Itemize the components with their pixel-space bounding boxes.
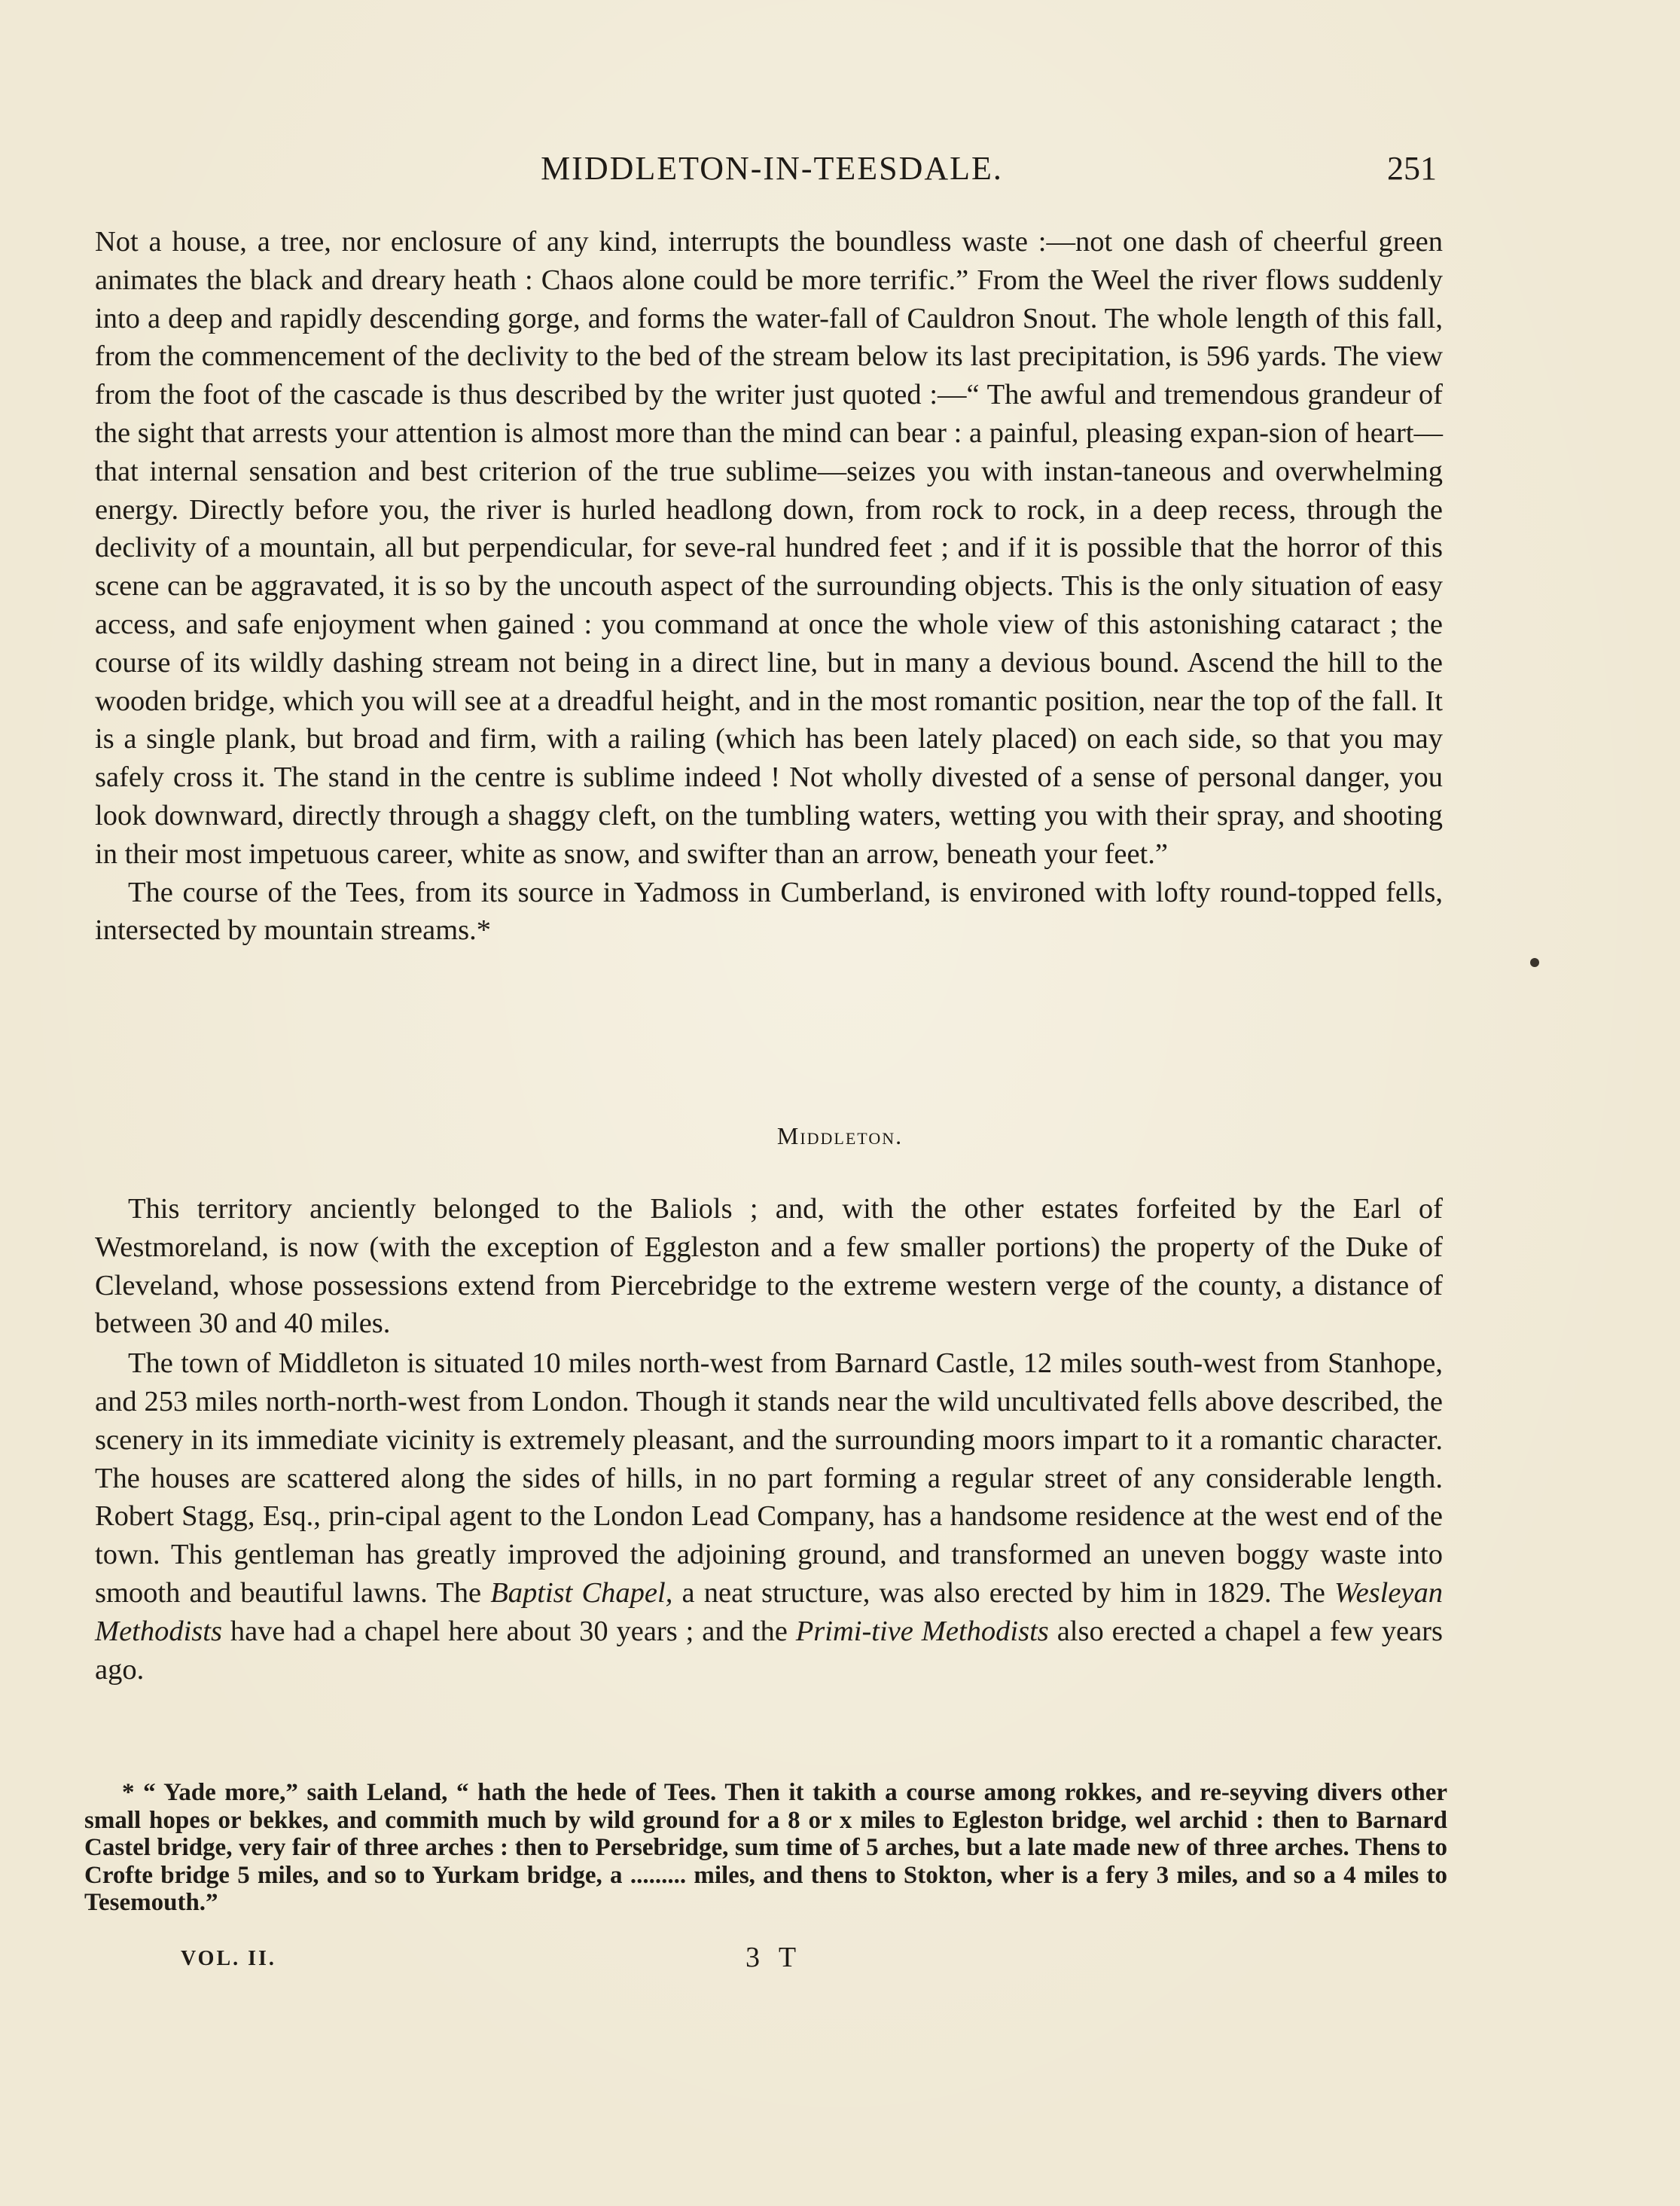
primitive-methodists-italic: Primi-tive Methodists (795, 1615, 1049, 1647)
town-text-part-4: also erected a chapel a few years ago. (95, 1615, 1443, 1686)
page-number: 251 (1387, 150, 1437, 187)
paragraph-town-of-middleton (95, 1344, 1443, 1689)
signature-mark: 3 T (745, 1942, 803, 1973)
baptist-chapel-italic: Baptist Chapel, (490, 1576, 673, 1609)
town-text-part-3: have had a chapel here about 30 years ; and the (221, 1615, 796, 1647)
section-heading-middleton: Middleton. (776, 1122, 904, 1149)
body-text-top (95, 223, 1443, 950)
ink-speck (1530, 958, 1539, 967)
running-head (0, 149, 1680, 194)
town-text-part-1: The town of Middleton is situated 10 miles north-west from Barnard Castle, 12 miles south-west from Stanhope, and 253 miles north-north-west from London. Though it stands near the wild uncultivated fells above described, the scenery in its immediate vicinity is extremely pleasant, and the surrounding moors impart to it a romantic character. The houses are scattered along the sides of hills, in no part forming a regular street of any considerable length. Robert Stagg, Esq., prin-cipal agent to the London Lead Company, has a handsome residence at the west end of the town. This gentleman has greatly improved the adjoining ground, and transformed an uneven boggy waste into smooth and beautiful lawns. The (95, 1347, 1443, 1609)
wesleyan-methodists-italic: Wesleyan Methodists (95, 1576, 1444, 1647)
paragraph-territory: This territory anciently belonged to the Baliols ; and, with the other estates forfeited by the Earl of Westmoreland, is now (with the exception of Eggleston and a few smaller portions) the property of the Duke of Cleveland, whose possessions extend from Piercebridge to the extreme western verge of the county, a distance of between 30 and 40 miles. (95, 1193, 1443, 1340)
footnote-leland: * “ Yade more,” saith Leland, “ hath the hede of Tees. Then it takith a course among rokkes, and re-seyving divers other small hopes or bekkes, and commith much by wild ground for a 8 or x miles to Egleston bridge, wel archid : then to Barnard Castel bridge, very fair of three arches : then to Persebridge, sum time of 5 arches, but a late made new of three arches. Thens to Crofte bridge 5 miles, and so to Yurkam bridge, a ......... miles, and thens to Stokton, wher is a fery 3 miles, and so a 4 miles to Tesemouth.” (84, 1779, 1447, 1917)
running-title: MIDDLETON-IN-TEESDALE. (541, 150, 1003, 187)
volume-label: VOL. II. (181, 1947, 276, 1970)
body-text-bottom (95, 1190, 1443, 1690)
paragraph-cauldron-snout: Not a house, a tree, nor enclosure of any kind, interrupts the boundless waste :—not one dash of cheerful green animates the black and dreary heath : Chaos alone could be more terrific.” From the Weel the river flows suddenly into a deep and rapidly descending gorge, and forms the water-fall of Cauldron Snout. The whole length of this fall, from the commencement of the declivity to the bed of the stream below its last precipitation, is 596 yards. The view from the foot of the cascade is thus described by the writer just quoted :—“ The awful and tremendous grandeur of the sight that arrests your attention is almost more than the mind can bear : a painful, pleasing expan-sion of heart—that internal sensation and best criterion of the true sublime—seizes you with instan-taneous and overwhelming energy. Directly before you, the river is hurled headlong down, from rock to rock, in a deep recess, through the declivity of a mountain, all but perpendicular, for seve-ral hundred feet ; and if it is possible that the horror of this scene can be aggravated, it is so by the uncouth aspect of the surrounding objects. This is the only situation of easy access, and safe enjoyment when gained : you command at once the whole view of this astonishing cataract ; the course of its wildly dashing stream not being in a direct line, but in many a devious bound. Ascend the hill to the wooden bridge, which you will see at a dreadful height, and in the most romantic position, near the top of the fall. It is a single plank, but broad and firm, with a railing (which has been lately placed) on each side, so that you may safely cross it. The stand in the centre is sublime indeed ! Not wholly divested of a sense of personal danger, you look downward, directly through a shaggy cleft, on the tumbling waters, wetting you with their spray, and shooting in their most impetuous career, white as snow, and swifter than an arrow, beneath your feet.” (95, 226, 1443, 870)
town-text-part-2: a neat structure, was also erected by him in 1829. The (672, 1576, 1335, 1609)
paragraph-course-of-tees: The course of the Tees, from its source in Yadmoss in Cumberland, is environed with lofty round-topped fells, intersected by mountain streams.* (95, 876, 1443, 947)
signature-line (0, 1941, 1680, 1979)
